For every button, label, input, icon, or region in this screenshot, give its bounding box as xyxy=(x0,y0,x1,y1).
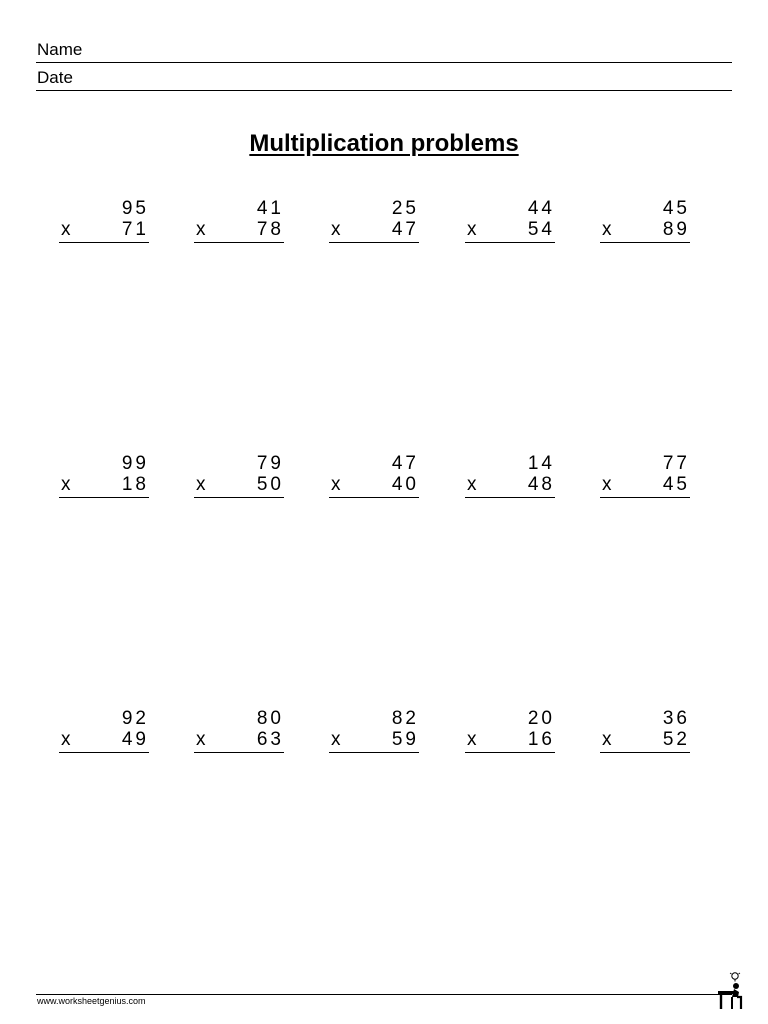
multiplier: 16 xyxy=(527,729,555,750)
times-sign: x xyxy=(602,474,612,495)
multiplicand: 45 xyxy=(662,198,690,219)
times-sign: x xyxy=(331,474,341,495)
multiplier: 45 xyxy=(662,474,690,495)
answer-line xyxy=(600,497,690,498)
multiplication-problem xyxy=(465,199,555,247)
multiplication-problem xyxy=(600,454,690,502)
multiplier: 54 xyxy=(527,219,555,240)
times-sign: x xyxy=(602,729,612,750)
answer-line xyxy=(59,752,149,753)
multiplier: 71 xyxy=(121,219,149,240)
date-label: Date xyxy=(37,68,73,87)
multiplication-problem xyxy=(194,709,284,757)
answer-line xyxy=(600,242,690,243)
multiplicand: 77 xyxy=(662,453,690,474)
multiplier: 59 xyxy=(391,729,419,750)
multiplicand: 95 xyxy=(121,198,149,219)
multiplication-problem xyxy=(59,709,149,757)
multiplicand: 82 xyxy=(391,708,419,729)
multiplication-problem xyxy=(194,454,284,502)
times-sign: x xyxy=(467,729,477,750)
multiplication-problem xyxy=(59,199,149,247)
multiplicand: 41 xyxy=(256,198,284,219)
multiplication-problem xyxy=(465,454,555,502)
multiplier: 48 xyxy=(527,474,555,495)
multiplicand: 92 xyxy=(121,708,149,729)
multiplicand: 79 xyxy=(256,453,284,474)
answer-line xyxy=(600,752,690,753)
multiplicand: 14 xyxy=(527,453,555,474)
multiplicand: 20 xyxy=(527,708,555,729)
times-sign: x xyxy=(196,474,206,495)
multiplier: 47 xyxy=(391,219,419,240)
answer-line xyxy=(329,752,419,753)
multiplicand: 44 xyxy=(527,198,555,219)
footer-divider xyxy=(36,994,732,995)
multiplication-problem xyxy=(329,709,419,757)
multiplier: 63 xyxy=(256,729,284,750)
multiplicand: 80 xyxy=(256,708,284,729)
multiplicand: 47 xyxy=(391,453,419,474)
multiplier: 18 xyxy=(121,474,149,495)
times-sign: x xyxy=(196,729,206,750)
times-sign: x xyxy=(331,219,341,240)
times-sign: x xyxy=(467,219,477,240)
multiplicand: 99 xyxy=(121,453,149,474)
answer-line xyxy=(194,752,284,753)
multiplier: 52 xyxy=(662,729,690,750)
times-sign: x xyxy=(61,729,71,750)
multiplier: 78 xyxy=(256,219,284,240)
multiplication-problem xyxy=(329,454,419,502)
name-label: Name xyxy=(37,40,83,59)
times-sign: x xyxy=(602,219,612,240)
multiplication-problem xyxy=(600,709,690,757)
multiplication-problem xyxy=(194,199,284,247)
answer-line xyxy=(329,242,419,243)
page-title: Multiplication problems xyxy=(249,130,519,157)
times-sign: x xyxy=(196,219,206,240)
multiplication-problem xyxy=(600,199,690,247)
answer-line xyxy=(465,752,555,753)
multiplier: 89 xyxy=(662,219,690,240)
answer-line xyxy=(59,242,149,243)
answer-line xyxy=(465,497,555,498)
multiplication-problem xyxy=(465,709,555,757)
answer-line xyxy=(194,497,284,498)
times-sign: x xyxy=(61,219,71,240)
answer-line xyxy=(59,497,149,498)
multiplicand: 36 xyxy=(662,708,690,729)
multiplier: 50 xyxy=(256,474,284,495)
multiplication-problem xyxy=(329,199,419,247)
multiplicand: 25 xyxy=(391,198,419,219)
multiplication-problem xyxy=(59,454,149,502)
student-desk-lightbulb-icon xyxy=(714,970,748,1010)
times-sign: x xyxy=(331,729,341,750)
answer-line xyxy=(465,242,555,243)
footer-site-link[interactable]: www.worksheetgenius.com xyxy=(37,996,146,1006)
times-sign: x xyxy=(61,474,71,495)
multiplier: 40 xyxy=(391,474,419,495)
answer-line xyxy=(194,242,284,243)
times-sign: x xyxy=(467,474,477,495)
multiplier: 49 xyxy=(121,729,149,750)
answer-line xyxy=(329,497,419,498)
